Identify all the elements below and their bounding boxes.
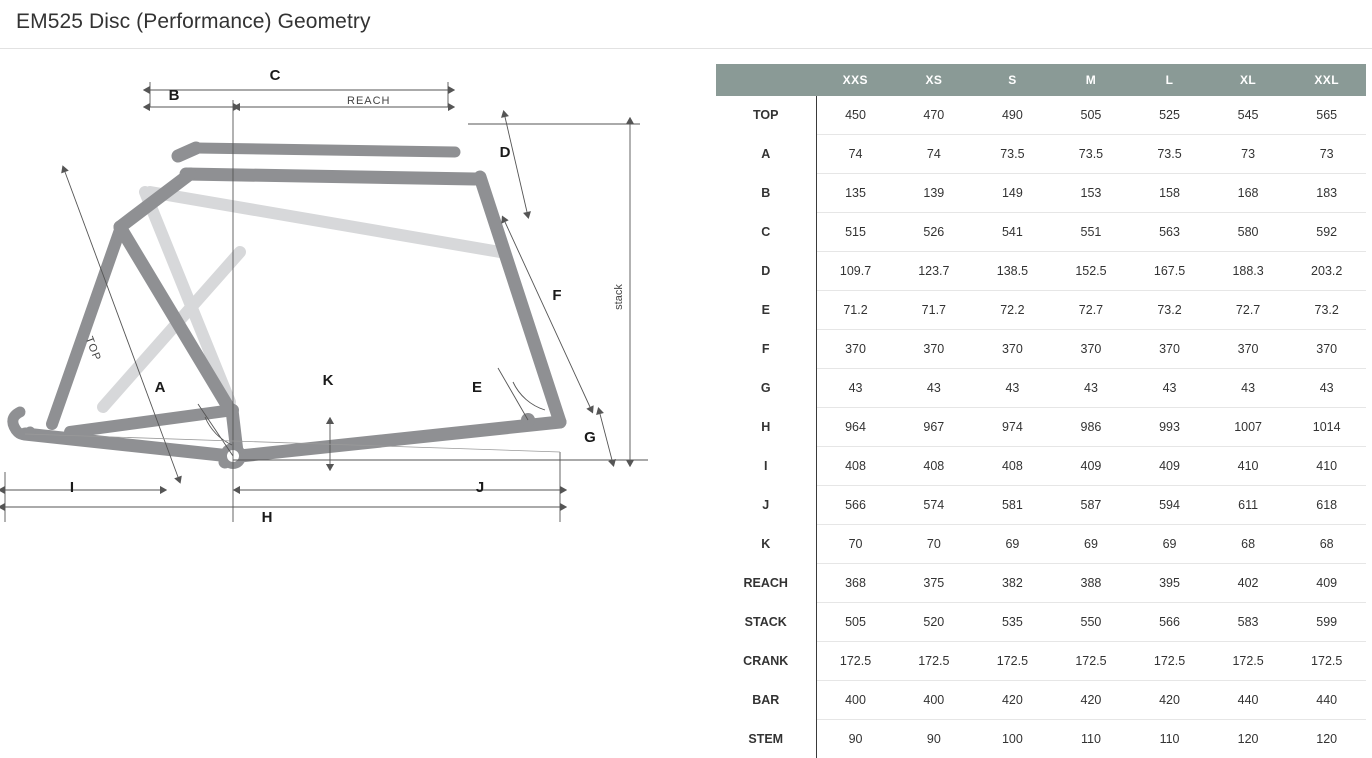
row-label: E	[716, 291, 816, 330]
column-header-s: S	[973, 64, 1052, 96]
table-cell: 158	[1130, 174, 1209, 213]
diagram-label-f: F	[552, 287, 561, 304]
table-row	[716, 447, 1366, 486]
table-cell: 440	[1209, 681, 1288, 720]
diagram-label-d: D	[500, 144, 511, 161]
table-cell: 592	[1287, 213, 1366, 252]
table-cell: 580	[1209, 213, 1288, 252]
table-cell: 43	[1209, 369, 1288, 408]
table-cell: 551	[1052, 213, 1131, 252]
table-corner-cell	[716, 64, 816, 96]
table-cell: 974	[973, 408, 1052, 447]
table-cell: 43	[816, 369, 895, 408]
table-cell: 100	[973, 720, 1052, 758]
column-header-xs: XS	[895, 64, 974, 96]
row-label: D	[716, 252, 816, 291]
table-cell: 581	[973, 486, 1052, 525]
table-row	[716, 135, 1366, 174]
diagram-label-stack: stack	[613, 284, 625, 310]
table-cell: 587	[1052, 486, 1131, 525]
table-cell: 73	[1209, 135, 1288, 174]
table-cell: 138.5	[973, 252, 1052, 291]
table-cell: 43	[973, 369, 1052, 408]
table-cell: 120	[1287, 720, 1366, 758]
row-label: G	[716, 369, 816, 408]
table-cell: 408	[816, 447, 895, 486]
column-header-xl: XL	[1209, 64, 1288, 96]
table-cell: 188.3	[1209, 252, 1288, 291]
table-cell: 1007	[1209, 408, 1288, 447]
diagram-label-b: B	[169, 87, 180, 104]
table-body	[716, 96, 1366, 758]
table-cell: 69	[1052, 525, 1131, 564]
table-row	[716, 720, 1366, 758]
table-cell: 400	[816, 681, 895, 720]
row-label: J	[716, 486, 816, 525]
table-cell: 72.7	[1052, 291, 1131, 330]
table-cell: 993	[1130, 408, 1209, 447]
table-row	[716, 525, 1366, 564]
table-cell: 69	[1130, 525, 1209, 564]
table-cell: 382	[973, 564, 1052, 603]
geometry-table	[716, 64, 1366, 758]
column-header-xxl: XXL	[1287, 64, 1366, 96]
table-cell: 375	[895, 564, 974, 603]
table-cell: 550	[1052, 603, 1131, 642]
table-row	[716, 213, 1366, 252]
table-cell: 420	[973, 681, 1052, 720]
row-label: A	[716, 135, 816, 174]
table-cell: 526	[895, 213, 974, 252]
table-cell: 409	[1052, 447, 1131, 486]
row-label: K	[716, 525, 816, 564]
table-cell: 90	[895, 720, 974, 758]
diagram-label-i: I	[70, 479, 74, 496]
table-cell: 611	[1209, 486, 1288, 525]
table-cell: 73.2	[1287, 291, 1366, 330]
table-cell: 535	[973, 603, 1052, 642]
column-header-m: M	[1052, 64, 1131, 96]
table-cell: 70	[895, 525, 974, 564]
table-header-row	[716, 64, 1366, 96]
table-cell: 43	[895, 369, 974, 408]
table-row	[716, 408, 1366, 447]
table-cell: 563	[1130, 213, 1209, 252]
table-cell: 388	[1052, 564, 1131, 603]
table-cell: 395	[1130, 564, 1209, 603]
table-cell: 135	[816, 174, 895, 213]
table-header	[716, 64, 1366, 96]
diagram-label-h: H	[262, 509, 273, 526]
table-cell: 368	[816, 564, 895, 603]
page-title: EM525 Disc (Performance) Geometry	[16, 10, 371, 34]
row-label: STACK	[716, 603, 816, 642]
table-cell: 408	[895, 447, 974, 486]
table-cell: 525	[1130, 96, 1209, 135]
table-cell: 43	[1130, 369, 1209, 408]
diagram-label-j: J	[476, 479, 484, 496]
table-cell: 440	[1287, 681, 1366, 720]
table-cell: 370	[816, 330, 895, 369]
table-row	[716, 330, 1366, 369]
table-cell: 73	[1287, 135, 1366, 174]
table-row	[716, 486, 1366, 525]
table-cell: 109.7	[816, 252, 895, 291]
table-cell: 420	[1052, 681, 1131, 720]
geometry-table-element	[716, 64, 1366, 758]
table-cell: 541	[973, 213, 1052, 252]
table-cell: 520	[895, 603, 974, 642]
table-cell: 410	[1209, 447, 1288, 486]
table-cell: 168	[1209, 174, 1288, 213]
frame-outline	[25, 148, 560, 462]
table-cell: 402	[1209, 564, 1288, 603]
table-cell: 172.5	[1130, 642, 1209, 681]
table-row	[716, 564, 1366, 603]
table-cell: 68	[1287, 525, 1366, 564]
table-cell: 408	[973, 447, 1052, 486]
table-cell: 74	[895, 135, 974, 174]
row-label: H	[716, 408, 816, 447]
table-row	[716, 369, 1366, 408]
table-cell: 172.5	[1287, 642, 1366, 681]
table-cell: 90	[816, 720, 895, 758]
table-cell: 505	[1052, 96, 1131, 135]
table-cell: 172.5	[1052, 642, 1131, 681]
table-cell: 72.7	[1209, 291, 1288, 330]
table-cell: 583	[1209, 603, 1288, 642]
table-cell: 964	[816, 408, 895, 447]
table-row	[716, 642, 1366, 681]
table-cell: 139	[895, 174, 974, 213]
table-cell: 574	[895, 486, 974, 525]
table-cell: 71.2	[816, 291, 895, 330]
table-cell: 420	[1130, 681, 1209, 720]
column-header-xxs: XXS	[816, 64, 895, 96]
diagram-label-top: TOP	[83, 335, 103, 363]
row-label: CRANK	[716, 642, 816, 681]
table-cell: 43	[1287, 369, 1366, 408]
table-cell: 370	[973, 330, 1052, 369]
table-cell: 68	[1209, 525, 1288, 564]
row-label: BAR	[716, 681, 816, 720]
table-cell: 370	[1130, 330, 1209, 369]
table-cell: 183	[1287, 174, 1366, 213]
table-cell: 409	[1287, 564, 1366, 603]
diagram-label-e: E	[472, 379, 482, 396]
title-divider	[0, 48, 1372, 49]
table-cell: 172.5	[816, 642, 895, 681]
table-cell: 71.7	[895, 291, 974, 330]
table-cell: 69	[973, 525, 1052, 564]
row-label: C	[716, 213, 816, 252]
table-cell: 370	[1209, 330, 1288, 369]
table-cell: 149	[973, 174, 1052, 213]
table-cell: 566	[816, 486, 895, 525]
diagram-label-k: K	[323, 372, 334, 389]
row-label: REACH	[716, 564, 816, 603]
table-cell: 618	[1287, 486, 1366, 525]
table-cell: 167.5	[1130, 252, 1209, 291]
table-row	[716, 681, 1366, 720]
table-cell: 172.5	[973, 642, 1052, 681]
table-cell: 203.2	[1287, 252, 1366, 291]
table-cell: 470	[895, 96, 974, 135]
table-cell: 43	[1052, 369, 1131, 408]
table-cell: 565	[1287, 96, 1366, 135]
table-cell: 370	[1052, 330, 1131, 369]
table-cell: 123.7	[895, 252, 974, 291]
row-label: I	[716, 447, 816, 486]
table-cell: 110	[1130, 720, 1209, 758]
table-cell: 172.5	[1209, 642, 1288, 681]
fork-crown	[13, 412, 30, 435]
table-cell: 505	[816, 603, 895, 642]
table-row	[716, 603, 1366, 642]
table-cell: 153	[1052, 174, 1131, 213]
table-cell: 370	[895, 330, 974, 369]
table-cell: 74	[816, 135, 895, 174]
table-row	[716, 252, 1366, 291]
bike-geometry-diagram	[0, 52, 700, 612]
table-row	[716, 96, 1366, 135]
row-label: B	[716, 174, 816, 213]
table-cell: 986	[1052, 408, 1131, 447]
table-cell: 110	[1052, 720, 1131, 758]
row-label: TOP	[716, 96, 816, 135]
table-cell: 73.5	[1052, 135, 1131, 174]
row-label: F	[716, 330, 816, 369]
table-cell: 72.2	[973, 291, 1052, 330]
table-cell: 70	[816, 525, 895, 564]
table-cell: 566	[1130, 603, 1209, 642]
table-cell: 172.5	[895, 642, 974, 681]
table-row	[716, 174, 1366, 213]
diagram-label-a: A	[155, 379, 166, 396]
table-cell: 370	[1287, 330, 1366, 369]
table-cell: 152.5	[1052, 252, 1131, 291]
table-cell: 73.5	[973, 135, 1052, 174]
column-header-l: L	[1130, 64, 1209, 96]
table-cell: 594	[1130, 486, 1209, 525]
table-cell: 120	[1209, 720, 1288, 758]
table-cell: 73.5	[1130, 135, 1209, 174]
table-cell: 400	[895, 681, 974, 720]
table-row	[716, 291, 1366, 330]
table-cell: 599	[1287, 603, 1366, 642]
diagram-label-reach-text: REACH	[347, 95, 391, 107]
table-cell: 515	[816, 213, 895, 252]
diagram-label-c: C	[270, 67, 281, 84]
table-cell: 967	[895, 408, 974, 447]
table-cell: 73.2	[1130, 291, 1209, 330]
table-cell: 1014	[1287, 408, 1366, 447]
diagram-label-g: G	[584, 429, 596, 446]
table-cell: 409	[1130, 447, 1209, 486]
row-label: STEM	[716, 720, 816, 758]
table-cell: 490	[973, 96, 1052, 135]
table-cell: 450	[816, 96, 895, 135]
table-cell: 410	[1287, 447, 1366, 486]
table-cell: 545	[1209, 96, 1288, 135]
